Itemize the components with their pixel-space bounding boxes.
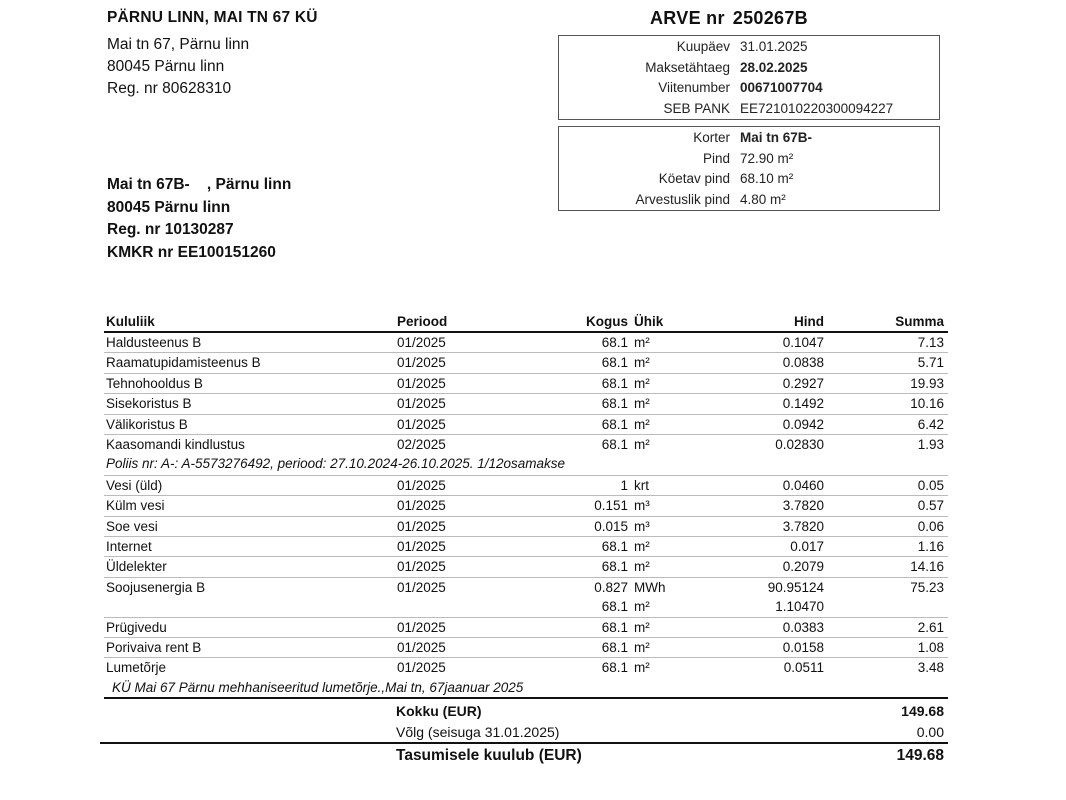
heated-area-row <box>559 169 939 190</box>
row-unit: krt <box>634 477 649 493</box>
row-sum: 6.42 <box>917 416 944 432</box>
row-sum: 0.06 <box>917 518 944 534</box>
calculated-area-row <box>559 190 939 211</box>
row-period: 01/2025 <box>397 355 446 371</box>
row-price: 3.7820 <box>782 498 824 514</box>
table-row <box>104 557 948 577</box>
header-cost-type: Kululiik <box>106 314 155 329</box>
amount-due-value: 149.68 <box>896 747 944 764</box>
row-quantity: 68.1 <box>601 355 628 371</box>
table-row <box>104 517 948 537</box>
row-unit: m³ <box>634 518 650 534</box>
bank-name-label: SEB PANK <box>663 100 730 116</box>
row-period: 01/2025 <box>397 396 446 412</box>
invoice-date-label: Kuupäev <box>676 39 730 54</box>
invoice-title-label: ARVE nr <box>650 8 725 28</box>
row-quantity: 0.015 <box>594 518 628 534</box>
row-quantity: 68.1 <box>601 599 628 615</box>
row-period: 01/2025 <box>397 518 446 534</box>
row-sum: 5.71 <box>917 355 944 371</box>
row-period: 01/2025 <box>397 579 446 595</box>
row-unit: m² <box>634 396 650 412</box>
row-name: Prügivedu <box>106 619 167 635</box>
row-period-empty <box>397 597 532 616</box>
table-row <box>104 658 948 677</box>
row-price: 0.017 <box>790 539 824 555</box>
heated-area-label: Köetav pind <box>658 171 730 186</box>
issuer-reg-number: Reg. nr 80628310 <box>107 80 232 97</box>
total-value: 149.68 <box>901 703 944 719</box>
row-price: 0.0158 <box>782 639 824 655</box>
row-quantity: 68.1 <box>601 375 628 391</box>
invoice-number: 250267B <box>732 8 808 28</box>
row-sum: 2.61 <box>917 619 944 635</box>
row-quantity: 68.1 <box>601 639 628 655</box>
row-name: Vesi (üld) <box>106 477 163 493</box>
row-unit: m² <box>634 375 650 391</box>
row-price: 3.7820 <box>782 518 824 534</box>
row-sum: 1.08 <box>917 639 944 655</box>
row-name: Haldusteenus B <box>106 335 202 350</box>
row-quantity: 68.1 <box>601 416 628 432</box>
apartment-value: Mai tn 67B- <box>740 130 813 145</box>
row-unit: m² <box>634 660 650 676</box>
row-period: 01/2025 <box>397 619 446 635</box>
row-price: 0.0383 <box>782 619 824 635</box>
row-sum: 7.13 <box>917 335 944 350</box>
row-quantity: 68.1 <box>601 436 628 452</box>
row-sum: 14.16 <box>910 559 944 575</box>
issuer-address <box>107 34 249 100</box>
amount-due-row <box>104 745 948 766</box>
table-row <box>104 333 948 353</box>
row-unit: m² <box>634 335 650 350</box>
row-name: Üldelekter <box>106 559 167 575</box>
row-period: 01/2025 <box>397 559 446 575</box>
payment-info-box <box>558 35 940 120</box>
row-quantity: 0.827 <box>594 579 628 595</box>
row-period: 01/2025 <box>397 335 446 350</box>
table-row <box>104 496 948 516</box>
row-period: 01/2025 <box>397 639 446 655</box>
row-name: Raamatupidamisteenus B <box>106 355 261 371</box>
header-price: Hind <box>794 314 824 329</box>
row-quantity: 68.1 <box>601 396 628 412</box>
row-name: Soojusenergia B <box>106 579 206 595</box>
row-unit: m² <box>634 599 650 615</box>
row-quantity: 68.1 <box>601 559 628 575</box>
row-period: 01/2025 <box>397 539 446 555</box>
row-period: 01/2025 <box>397 416 446 432</box>
row-name: Külm vesi <box>106 498 165 514</box>
row-quantity: 1 <box>620 477 628 493</box>
issuer-name: PÄRNU LINN, MAI TN 67 KÜ <box>107 9 318 26</box>
recipient-reg-number: Reg. nr 10130287 <box>107 221 234 238</box>
apartment-info-box <box>558 126 940 211</box>
row-price: 1.10470 <box>775 599 824 615</box>
totals-divider <box>100 742 948 744</box>
row-unit: m³ <box>634 498 650 514</box>
bank-account-row <box>559 99 939 120</box>
row-sum-empty <box>824 597 948 616</box>
row-period: 01/2025 <box>397 375 446 391</box>
debt-row <box>104 722 948 743</box>
issuer-postal-line: 80045 Pärnu linn <box>107 58 225 75</box>
reference-number-value: 00671007704 <box>740 80 823 95</box>
row-sum: 0.05 <box>917 477 944 493</box>
calculated-area-label: Arvestuslik pind <box>635 191 730 207</box>
row-price: 0.1047 <box>782 335 824 350</box>
row-unit: m² <box>634 355 650 371</box>
recipient-postal: 80045 Pärnu linn <box>107 198 231 216</box>
row-name: Sisekoristus B <box>106 396 192 412</box>
row-unit: m² <box>634 436 650 452</box>
row-name: Kaasomandi kindlustus <box>106 436 245 452</box>
table-row <box>104 415 948 435</box>
table-header <box>104 312 948 333</box>
row-name: Soe vesi <box>106 518 158 534</box>
amount-due-label: Tasumisele kuulub (EUR) <box>396 747 582 764</box>
row-period: 01/2025 <box>397 498 446 514</box>
row-price: 0.02830 <box>775 436 824 452</box>
row-price: 0.2079 <box>782 559 824 575</box>
apartment-row <box>559 128 939 149</box>
row-name: Internet <box>106 539 152 555</box>
row-quantity: 68.1 <box>601 539 628 555</box>
row-sum: 0.57 <box>917 498 944 514</box>
heated-area-value: 68.10 m² <box>740 171 794 186</box>
row-price: 0.0942 <box>782 416 824 432</box>
debt-label: Võlg (seisuga 31.01.2025) <box>396 724 560 740</box>
apartment-label: Korter <box>693 130 730 145</box>
reference-number-label: Viitenumber <box>658 80 730 95</box>
row-period: 02/2025 <box>397 436 446 452</box>
reference-number-row <box>559 78 939 99</box>
issuer-address-line: Mai tn 67, Pärnu linn <box>107 36 250 53</box>
snow-removal-note: KÜ Mai 67 Pärnu mehhaniseeritud lumetõrje.,Mai tn, 67jaanuar 2025 <box>104 678 948 699</box>
row-name: Lumetõrje <box>106 660 167 676</box>
row-period: 01/2025 <box>397 477 446 493</box>
total-row <box>104 701 948 722</box>
due-date-row <box>559 58 939 79</box>
row-price: 0.0460 <box>782 477 824 493</box>
area-value: 72.90 m² <box>740 150 794 166</box>
row-sum: 75.23 <box>910 579 944 595</box>
table-row <box>104 353 948 373</box>
row-quantity: 68.1 <box>601 619 628 635</box>
invoice-date-row <box>559 37 939 58</box>
row-unit: m² <box>634 619 650 635</box>
total-label: Kokku (EUR) <box>396 703 482 719</box>
row-quantity: 68.1 <box>601 335 628 350</box>
table-row <box>104 435 948 454</box>
row-unit: m² <box>634 639 650 655</box>
row-quantity: 68.1 <box>601 660 628 676</box>
row-price: 90.95124 <box>767 579 824 595</box>
area-label: Pind <box>702 150 730 166</box>
recipient-address: Mai tn 67B- , Pärnu linn <box>107 176 292 193</box>
row-name: Tehnohooldus B <box>106 375 203 391</box>
row-sum: 19.93 <box>910 375 944 391</box>
row-price: 0.0838 <box>782 355 824 371</box>
charges-table <box>104 312 948 699</box>
row-unit: MWh <box>634 579 666 595</box>
row-name: Välikoristus B <box>106 416 188 432</box>
row-price: 0.1492 <box>782 396 824 412</box>
table-row <box>104 476 948 496</box>
row-name: Porivaiva rent B <box>106 639 202 655</box>
table-row <box>104 537 948 557</box>
table-row <box>104 638 948 658</box>
invoice-title <box>650 8 808 29</box>
header-period: Periood <box>397 314 448 329</box>
row-period: 01/2025 <box>397 660 446 676</box>
header-quantity: Kogus <box>586 314 628 329</box>
calculated-area-value: 4.80 m² <box>740 191 786 207</box>
table-row <box>104 394 948 414</box>
table-row-heat <box>104 578 948 597</box>
row-name-empty <box>104 597 397 616</box>
header-unit: Ühik <box>634 314 664 329</box>
row-price: 0.2927 <box>782 375 824 391</box>
recipient-block <box>107 174 291 264</box>
invoice-date-value: 31.01.2025 <box>740 39 808 54</box>
row-unit: m² <box>634 416 650 432</box>
row-sum: 10.16 <box>910 396 944 412</box>
row-price: 0.0511 <box>783 660 824 676</box>
area-row <box>559 149 939 170</box>
due-date-label: Maksetähtaeg <box>645 59 730 75</box>
row-unit: m² <box>634 559 650 575</box>
table-row-heat-area <box>104 597 948 617</box>
header-sum: Summa <box>895 314 944 329</box>
row-quantity: 0.151 <box>594 498 628 514</box>
row-sum: 1.93 <box>917 436 944 452</box>
table-row <box>104 374 948 394</box>
table-row <box>104 618 948 638</box>
due-date-value: 28.02.2025 <box>740 59 808 75</box>
insurance-policy-note: Poliis nr: A-: A-5573276492, periood: 27.10.2024-26.10.2025. 1/12osamakse <box>104 454 948 476</box>
bank-account-value: EE721010220300094227 <box>740 100 894 116</box>
row-sum: 3.48 <box>917 660 944 676</box>
row-sum: 1.16 <box>917 539 944 555</box>
recipient-vat-number: KMKR nr EE100151260 <box>107 243 276 261</box>
row-unit: m² <box>634 539 650 555</box>
debt-value: 0.00 <box>916 724 944 740</box>
